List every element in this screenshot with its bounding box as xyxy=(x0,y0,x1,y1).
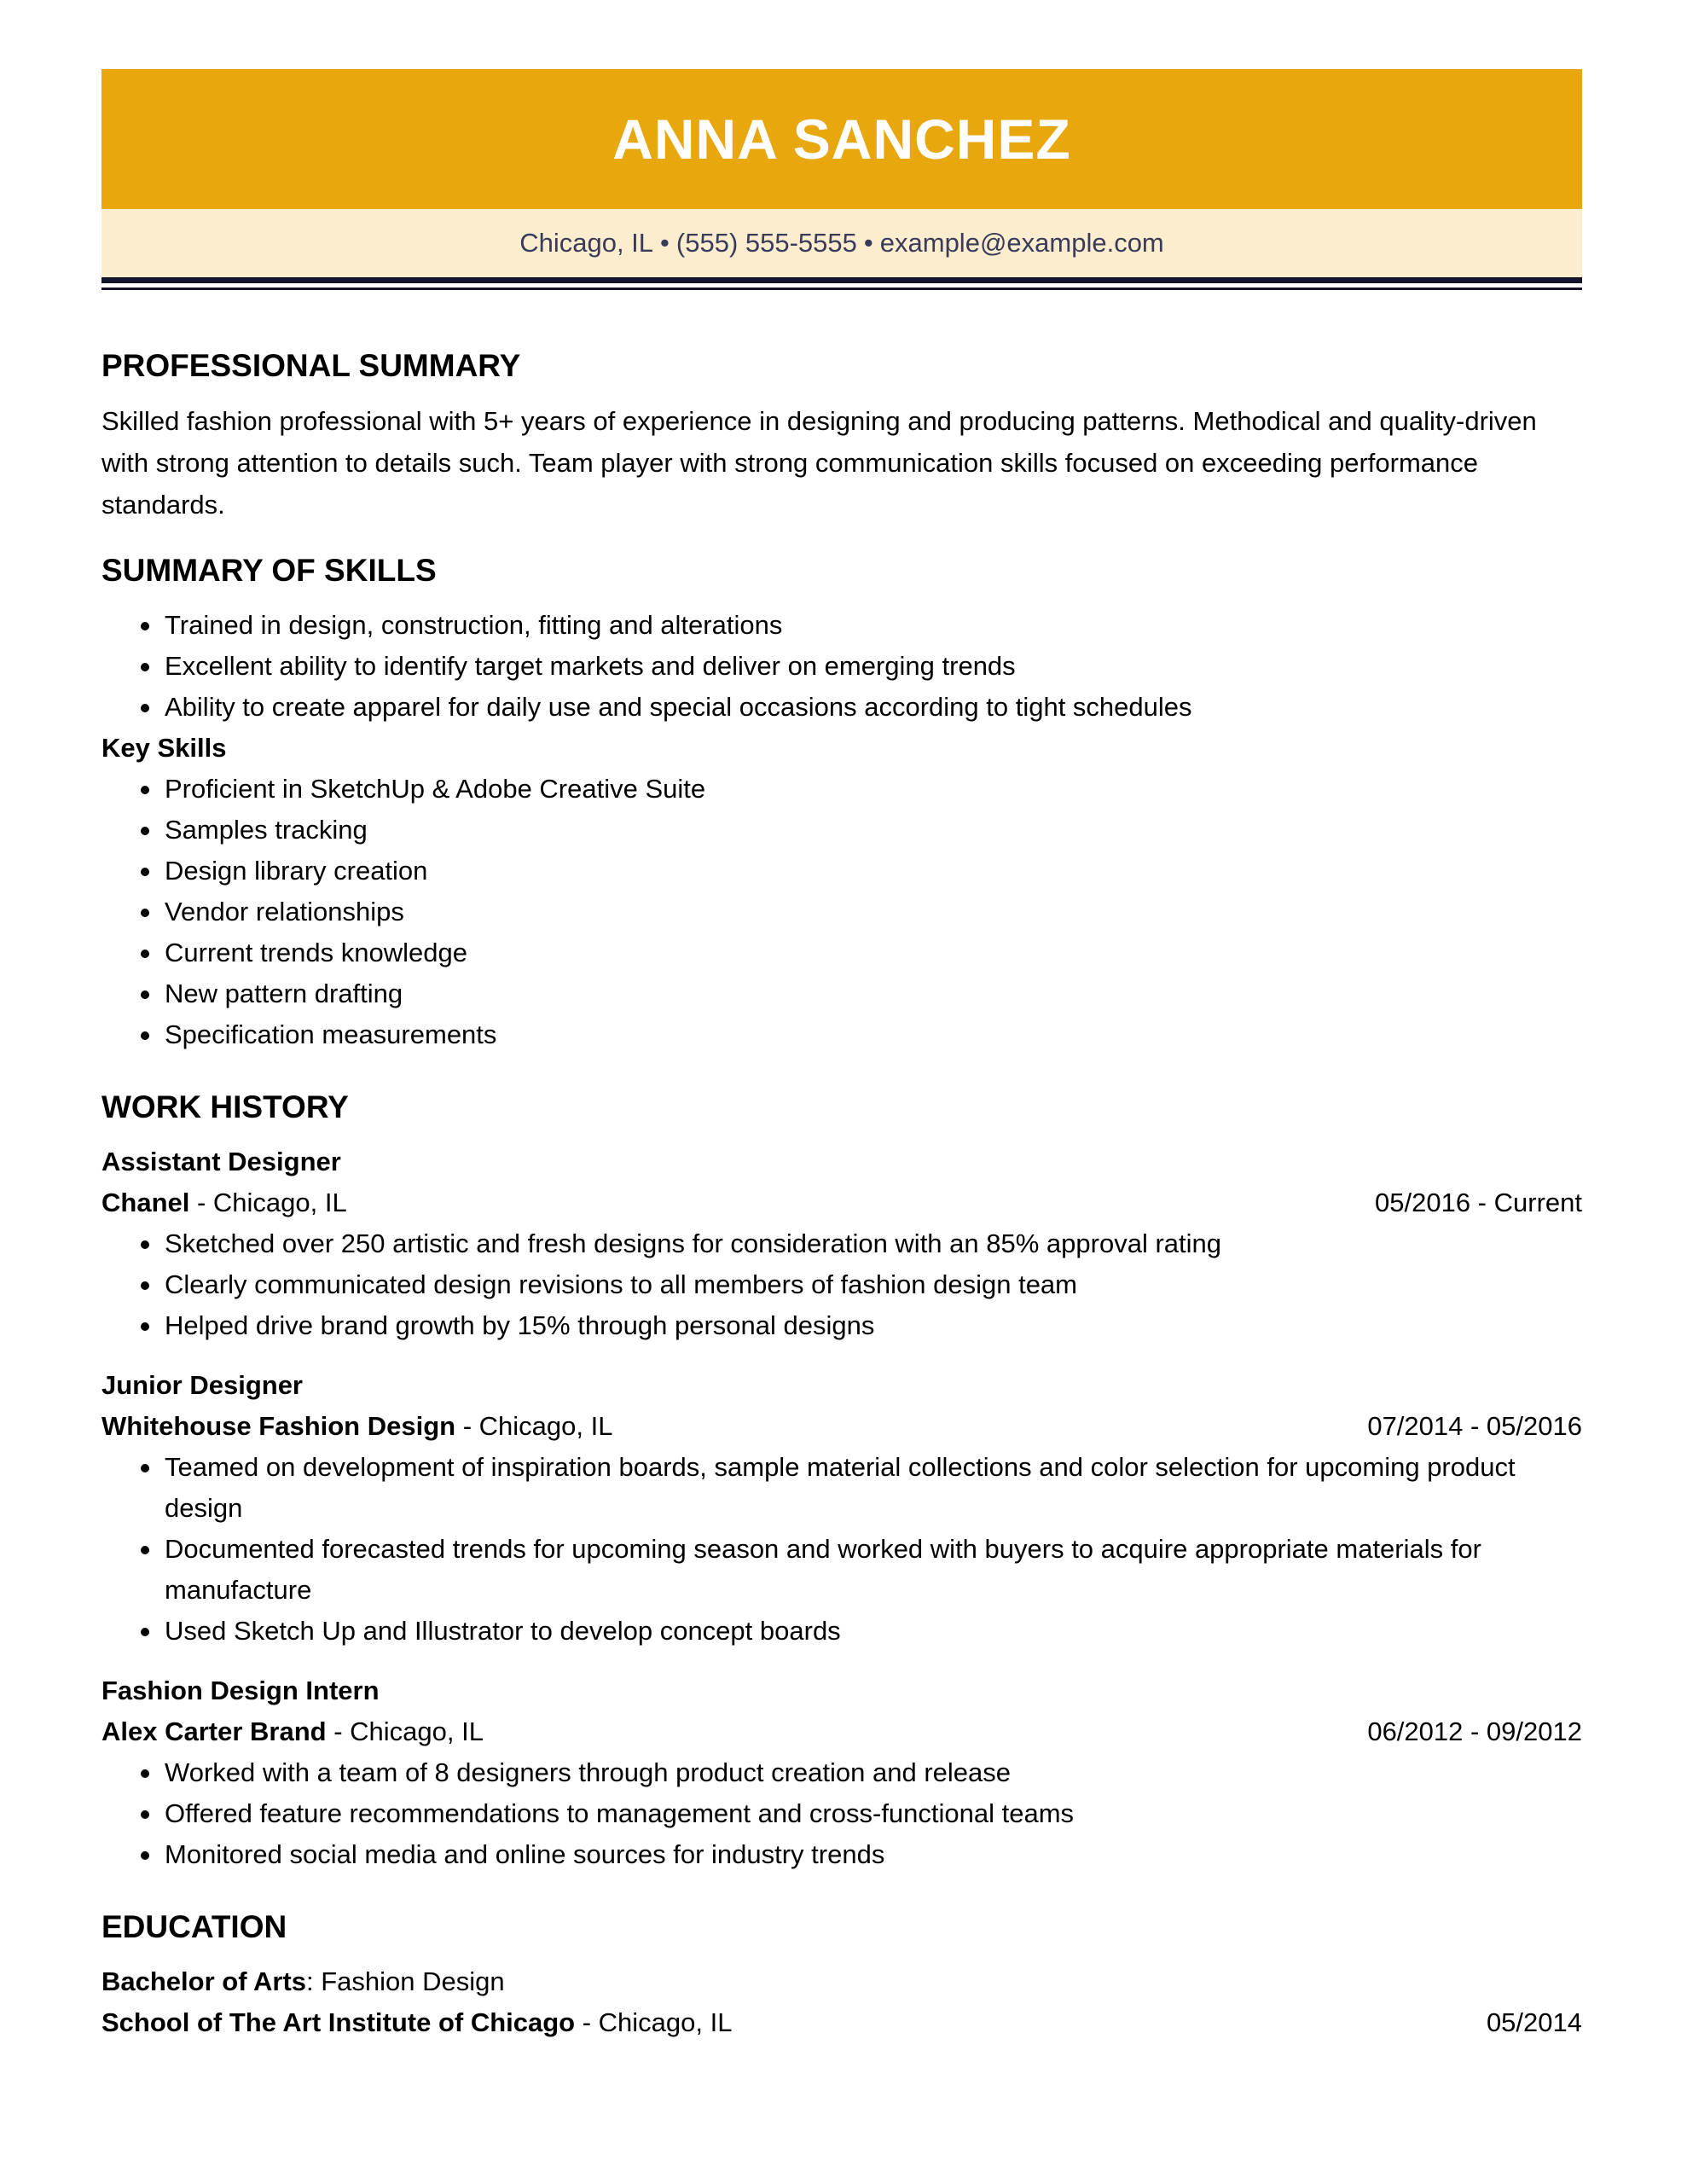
job-dates: 07/2014 - 05/2016 xyxy=(1367,1411,1582,1441)
education-degree xyxy=(101,1961,1582,2002)
school-name: School of The Art Institute of Chicago xyxy=(101,2007,576,2037)
contact-separator: • xyxy=(863,228,873,258)
school-line xyxy=(101,2002,732,2043)
job-bullets xyxy=(101,1223,1582,1346)
degree-line xyxy=(101,1961,505,2002)
skills-heading: SUMMARY OF SKILLS xyxy=(101,553,437,588)
job-location: - Chicago, IL xyxy=(326,1716,484,1746)
list-item: Current trends knowledge xyxy=(101,932,1582,973)
key-skills-label: Key Skills xyxy=(101,733,227,763)
job-meta xyxy=(101,1406,1582,1447)
list-item: Trained in design, construction, fitting and alterations xyxy=(101,605,1582,646)
list-item: Samples tracking xyxy=(101,810,1582,851)
contact-email: example@example.com xyxy=(879,228,1164,258)
education-school xyxy=(101,2002,1582,2043)
contact-location: Chicago, IL xyxy=(519,228,654,258)
job-bullets xyxy=(101,1447,1582,1652)
education-heading: EDUCATION xyxy=(101,1909,287,1944)
list-item: Proficient in SketchUp & Adobe Creative Suite xyxy=(101,769,1582,810)
header-rule-thick xyxy=(101,277,1582,283)
list-item: Design library creation xyxy=(101,851,1582,892)
list-item: Ability to create apparel for daily use and special occasions according to tight schedules xyxy=(101,687,1582,728)
job-entry xyxy=(101,1670,1582,1875)
contact-bar xyxy=(101,209,1582,277)
candidate-name: ANNA SANCHEZ xyxy=(612,107,1071,171)
list-item: Sketched over 250 artistic and fresh designs for consideration with an 85% approval rating xyxy=(101,1223,1582,1264)
company-name: Alex Carter Brand xyxy=(101,1716,327,1746)
contact-separator: • xyxy=(660,228,670,258)
work-section xyxy=(101,1091,1582,1875)
list-item: Used Sketch Up and Illustrator to develop concept boards xyxy=(101,1611,1582,1652)
list-item: Clearly communicated design revisions to all members of fashion design team xyxy=(101,1264,1582,1305)
summary-section xyxy=(101,350,1582,526)
name-banner xyxy=(101,69,1582,209)
graduation-date: 05/2014 xyxy=(1486,2007,1582,2037)
list-item: Worked with a team of 8 designers through product creation and release xyxy=(101,1752,1582,1793)
job-location: - Chicago, IL xyxy=(455,1411,613,1441)
education-section xyxy=(101,1911,1582,2043)
job-title: Junior Designer xyxy=(101,1370,303,1400)
degree-name: Bachelor of Arts xyxy=(101,1966,307,1996)
job-title: Fashion Design Intern xyxy=(101,1676,380,1705)
list-item: Excellent ability to identify target markets and deliver on emerging trends xyxy=(101,646,1582,687)
job-dates: 06/2012 - 09/2012 xyxy=(1367,1716,1582,1746)
contact-phone: (555) 555-5555 xyxy=(675,228,857,258)
job-meta xyxy=(101,1182,1582,1223)
skills-list xyxy=(101,605,1582,728)
job-employer xyxy=(101,1182,347,1223)
job-bullets xyxy=(101,1752,1582,1875)
list-item: Specification measurements xyxy=(101,1014,1582,1055)
resume xyxy=(101,69,1582,2043)
company-name: Whitehouse Fashion Design xyxy=(101,1411,456,1441)
list-item: Vendor relationships xyxy=(101,892,1582,932)
job-dates: 05/2016 - Current xyxy=(1375,1188,1582,1217)
key-skills-list xyxy=(101,769,1582,1055)
job-employer xyxy=(101,1711,484,1752)
skills-section xyxy=(101,555,1582,1055)
list-item: New pattern drafting xyxy=(101,973,1582,1014)
school-location: - Chicago, IL xyxy=(575,2007,733,2037)
header-rule-thin xyxy=(101,288,1582,290)
job-title: Assistant Designer xyxy=(101,1147,341,1176)
job-entry xyxy=(101,1141,1582,1346)
list-item: Helped drive brand growth by 15% through personal designs xyxy=(101,1305,1582,1346)
work-heading: WORK HISTORY xyxy=(101,1089,349,1124)
list-item: Documented forecasted trends for upcoming season and worked with buyers to acquire appropriate materials for manufacture xyxy=(101,1529,1582,1611)
list-item: Offered feature recommendations to management and cross-functional teams xyxy=(101,1793,1582,1834)
list-item: Monitored social media and online sources for industry trends xyxy=(101,1834,1582,1875)
company-name: Chanel xyxy=(101,1188,190,1217)
job-employer xyxy=(101,1406,612,1447)
summary-text: Skilled fashion professional with 5+ years of experience in designing and producing patterns. Methodical and quality-driven with strong attention to details such. Team player with strong communication skills focused on exceeding performance standards. xyxy=(101,406,1537,520)
degree-field: : Fashion Design xyxy=(306,1966,505,1996)
summary-heading: PROFESSIONAL SUMMARY xyxy=(101,348,521,383)
job-location: - Chicago, IL xyxy=(189,1188,347,1217)
job-meta xyxy=(101,1711,1582,1752)
job-entry xyxy=(101,1365,1582,1652)
list-item: Teamed on development of inspiration boards, sample material collections and color selection for upcoming product design xyxy=(101,1447,1582,1529)
